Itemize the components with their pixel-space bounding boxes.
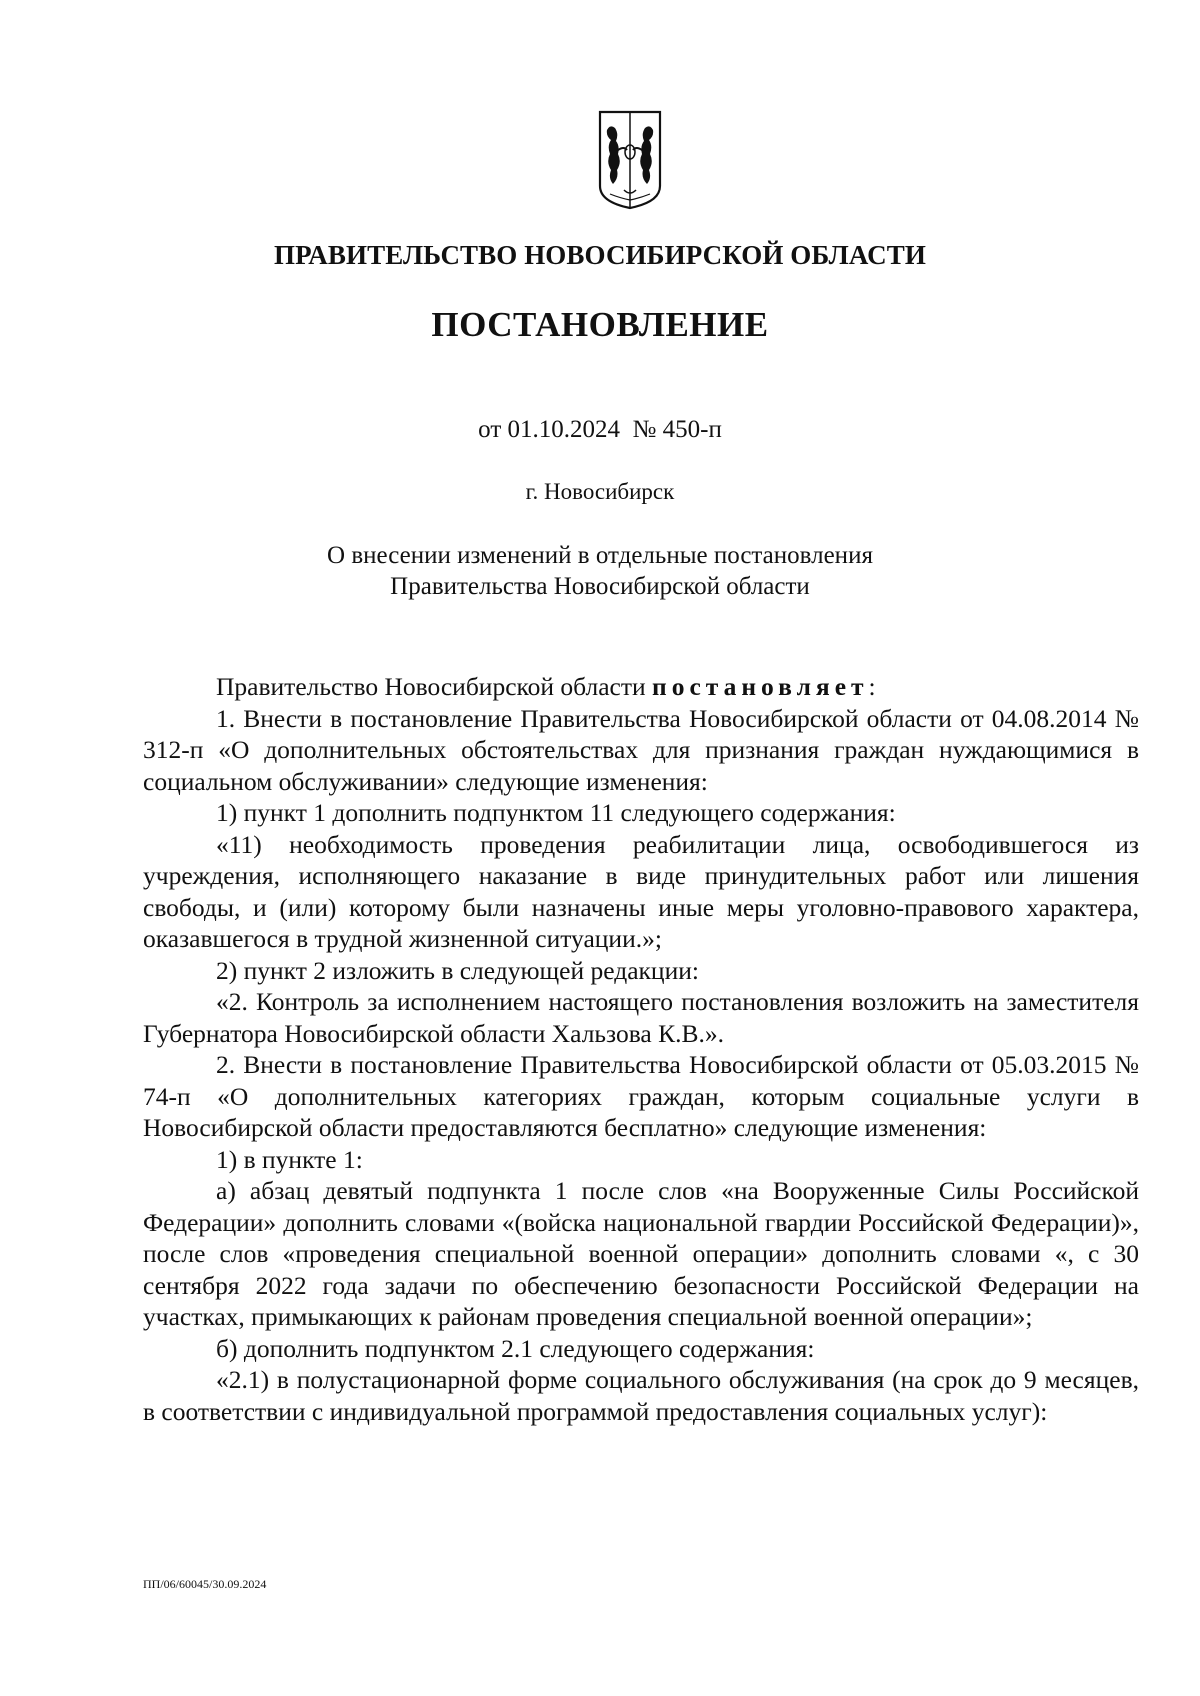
paragraph: 2. Внести в постановление Правительства Новосибирской области от 05.03.2015 № 74-п «О дополнительных категориях граждан, которым социальные услуги в Новосибирской области предоставляются бесплатно» следующие изменения: [143,1050,1139,1142]
paragraph: 1) пункт 1 дополнить подпунктом 11 следующего содержания: [216,798,896,827]
paragraph: б) дополнить подпунктом 2.1 следующего содержания: [216,1333,815,1363]
paragraph: «2.1) в полустационарной форме социального обслуживания (на срок до 9 месяцев, в соответствии с индивидуальной программой предоставления социальных услуг): [143,1365,1139,1426]
intro-text: Правительство Новосибирской области [216,672,652,701]
decree-intro [143,671,1139,703]
document-title-line-2: Правительства Новосибирской области [390,573,810,600]
paragraph: 1) в пункте 1: [216,1144,363,1174]
document-title [200,540,1000,602]
document-code: ПП/06/60045/30.09.2024 [143,1577,267,1591]
government-name: ПРАВИТЕЛЬСТВО НОВОСИБИРСКОЙ ОБЛАСТИ [274,240,926,270]
coat-of-arms-icon [598,110,662,210]
paragraph: «2. Контроль за исполнением настоящего постановления возложить на заместителя Губернатора Новосибирской области Хальзова К.В.». [143,987,1139,1048]
intro-colon: : [868,672,876,701]
city-line: г. Новосибирск [525,479,675,504]
paragraph: «11) необходимость проведения реабилитации лица, освободившегося из учреждения, исполняющего наказание в виде принудительных работ или лишения свободы, и (или) которому были назначены иные меры уголовно-правового характера, оказавшегося в трудной жизненной ситуации.»; [143,829,1139,953]
document-type: ПОСТАНОВЛЕНИЕ [431,305,769,344]
document-title-line-1: О внесении изменений в отдельные постановления [327,542,873,569]
paragraph: 1. Внести в постановление Правительства Новосибирской области от 04.08.2014 № 312-п «О дополнительных обстоятельствах для признания граждан нуждающимися в социальном обслуживании» следующие изменения: [143,703,1139,796]
decree-word: постановляет [652,672,869,701]
paragraph: 2) пункт 2 изложить в следующей редакции: [216,955,699,985]
date-number-line: от 01.10.2024 № 450-п [478,416,722,443]
document-body [143,671,1139,1427]
paragraph: а) абзац девятый подпункта 1 после слов «на Вооруженные Силы Российской Федерации» дополнить словами «(войска национальной гвардии Российской Федерации)», после слов «проведения специальной военной операции» дополнить словами «, с 30 сентября 2022 года задачи по обеспечению безопасности Российской Федерации на участках, примыкающих к районам проведения специальной военной операции»; [143,1176,1139,1331]
